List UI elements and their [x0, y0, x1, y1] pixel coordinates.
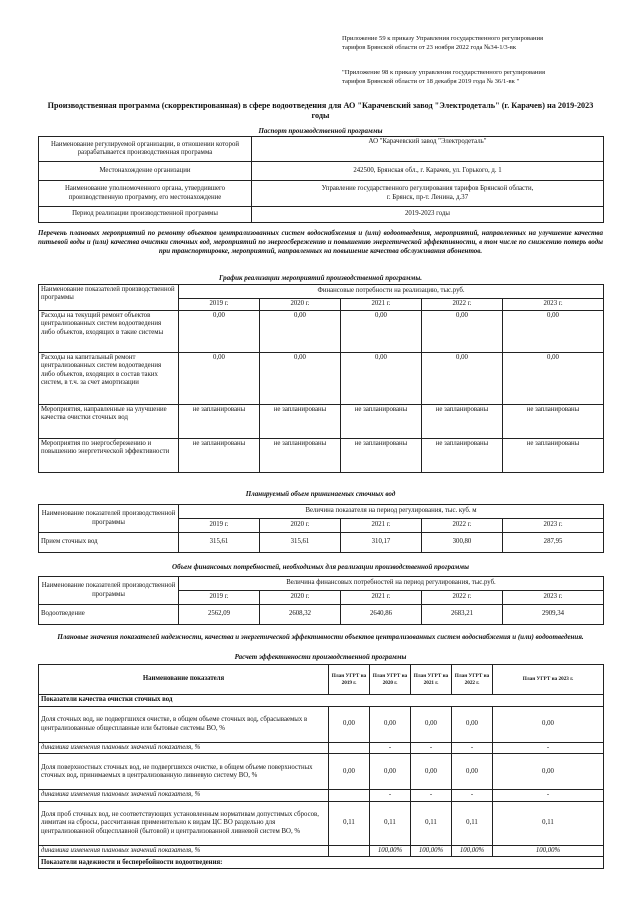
year-header: 2023 г.	[503, 591, 604, 605]
row-label: Прием сточных вод	[39, 533, 179, 553]
passport-label: Местонахождение организации	[39, 162, 252, 181]
cell-value: 310,17	[341, 533, 422, 553]
cell-value: не запланированы	[341, 439, 422, 473]
cell-value: 2909,34	[503, 605, 604, 625]
table-row	[39, 353, 604, 405]
year-header: 2020 г.	[260, 519, 341, 533]
cell-value: 0,00	[341, 311, 422, 353]
year-header: План УГРТ на 2022 г.	[452, 665, 493, 695]
cell-value: 0,00	[411, 707, 452, 743]
cell-value	[329, 845, 370, 856]
dynamics-label: динамика изменения плановых значений показателя, %	[39, 743, 329, 754]
table-row	[39, 533, 604, 553]
year-header: 2019 г.	[179, 519, 260, 533]
passport-value: 2019-2023 годы	[252, 207, 604, 223]
cell-value: 0,00	[503, 311, 604, 353]
column-header-group: Величина показателя на период регулирования, тыс. куб. м	[179, 505, 604, 519]
table-row	[39, 439, 604, 473]
table-row	[39, 162, 604, 181]
table-row	[39, 605, 604, 625]
table-row	[39, 405, 604, 439]
table-row	[39, 311, 604, 353]
cell-value: 100,00%	[493, 845, 604, 856]
cell-value: 0,00	[503, 353, 604, 405]
table-header-row	[39, 665, 604, 695]
table-row	[39, 181, 604, 207]
cell-value: не запланированы	[260, 439, 341, 473]
section-row	[39, 857, 604, 869]
cell-value: 0,11	[370, 801, 411, 845]
cell-value: 100,00%	[370, 845, 411, 856]
column-header-group: Финансовые потребности на реализацию, тыс.руб.	[179, 285, 604, 299]
cell-value: 2640,86	[341, 605, 422, 625]
year-header: 2022 г.	[422, 299, 503, 311]
cell-value: 0,00	[422, 311, 503, 353]
cell-value	[329, 743, 370, 754]
cell-value: 0,00	[260, 353, 341, 405]
row-label: Доля сточных вод, не подвергшихся очистке, в общем объеме сточных вод, сбрасываемых в централизованные общесплавные или бытовые системы ВО, %	[39, 707, 329, 743]
measures-caption: Перечень плановых мероприятий по ремонту объектов централизованных систем водоснабжения и (или) водоотведения, мероприятий, направленных на улучшение качества питьевой воды и (или) качества очистки сточных вод, мероприятий по энергосбережению и повышению энергетической эффективности, в том числе по снижению потерь воды при транспортировке, мероприятий, направленных на повышение качества обслуживания абонентов.	[38, 229, 603, 255]
cell-value: -	[370, 743, 411, 754]
cell-value: 0,11	[493, 801, 604, 845]
column-header-group: Величина финансовых потребностей на период регулирования, тыс.руб.	[179, 577, 604, 591]
year-header: План УГРТ на 2021 г.	[411, 665, 452, 695]
table-row	[39, 801, 604, 845]
cell-value: -	[452, 743, 493, 754]
column-header: Наименование показателя	[39, 665, 329, 695]
table-header-row	[39, 285, 604, 299]
year-header: 2022 г.	[422, 519, 503, 533]
cell-value: 2683,21	[422, 605, 503, 625]
passport-label: Период реализации производственной программы	[39, 207, 252, 223]
section-heading: Показатели надежности и бесперебойности водоотведения:	[39, 857, 604, 869]
year-header: 2022 г.	[422, 591, 503, 605]
cell-value: 0,00	[411, 754, 452, 790]
cell-value: 0,00	[493, 707, 604, 743]
table-row	[39, 845, 604, 856]
year-header: 2019 г.	[179, 299, 260, 311]
indicators-subcaption: Расчет эффективности производственной программы	[234, 653, 407, 661]
cell-value: -	[493, 743, 604, 754]
measures-table	[38, 284, 604, 473]
cell-value: 0,00	[260, 311, 341, 353]
row-label: Доля поверхностных сточных вод, не подвергшихся очистке, в общем объеме поверхностных сточных вод, принимаемых в централизованную ливневую систему ВО, %	[39, 754, 329, 790]
year-header: План УГРТ на 2020 г.	[370, 665, 411, 695]
cell-value: 0,00	[452, 707, 493, 743]
year-header: 2021 г.	[341, 299, 422, 311]
passport-label: Наименование уполномоченного органа, утвердившего производственную программу, его местонахождение	[39, 181, 252, 207]
indicators-table	[38, 664, 604, 869]
finance-table	[38, 576, 604, 625]
column-header: Наименование показателей производственной программы	[39, 577, 179, 605]
dynamics-label: динамика изменения плановых значений показателя, %	[39, 845, 329, 856]
cell-value: 0,00	[370, 754, 411, 790]
cell-value: 0,00	[329, 707, 370, 743]
table-row	[39, 743, 604, 754]
column-header: Наименование показателей производственной программы	[39, 285, 179, 311]
cell-value: 0,00	[179, 311, 260, 353]
cell-value: не запланированы	[422, 439, 503, 473]
cell-value: -	[452, 790, 493, 801]
table-row	[39, 754, 604, 790]
cell-value: 287,95	[503, 533, 604, 553]
table-row	[39, 790, 604, 801]
year-header: 2023 г.	[503, 519, 604, 533]
row-label: Расходы на текущий ремонт объектов централизованных систем водоотведения либо объектов, входящих в такие системы	[39, 311, 179, 353]
finance-caption: Объем финансовых потребностей, необходимых для реализации производственной программы	[172, 563, 469, 571]
cell-value: 100,00%	[411, 845, 452, 856]
year-header: План УГРТ на 2023 г.	[493, 665, 604, 695]
year-header: 2021 г.	[341, 591, 422, 605]
table-header-row	[39, 505, 604, 519]
cell-value	[329, 790, 370, 801]
cell-value: 0,00	[179, 353, 260, 405]
year-header: 2023 г.	[503, 299, 604, 311]
cell-value: не запланированы	[179, 439, 260, 473]
cell-value: 0,00	[493, 754, 604, 790]
passport-label: Наименование регулируемой организации, в отношении которой разрабатывается производственная программа	[39, 137, 252, 162]
cell-value: 0,11	[329, 801, 370, 845]
cell-value: 0,00	[329, 754, 370, 790]
volume-caption: Планируемый объем принимаемых сточных вод	[245, 490, 396, 498]
cell-value: 315,61	[260, 533, 341, 553]
column-header: Наименование показателей производственной программы	[39, 505, 179, 533]
row-label: Расходы на капитальный ремонт централизованных систем водоотведения либо объектов, входящих в состав таких систем, в т.ч. за счет амортизации	[39, 353, 179, 405]
cell-value: 315,61	[179, 533, 260, 553]
row-label: Доля проб сточных вод, не соответствующих установленным нормативам допустимых сбросов, лимитам на сбросы, рассчитанная применительно к видам ЦС ВО раздельно для централизованной общесплавной (бытовой) и централизованной ливневой систем ВО, %	[39, 801, 329, 845]
cell-value: 0,00	[370, 707, 411, 743]
passport-caption: Паспорт производственной программы	[258, 127, 383, 135]
cell-value: не запланированы	[341, 405, 422, 439]
cell-value: не запланированы	[422, 405, 503, 439]
year-header: 2019 г.	[179, 591, 260, 605]
volume-table	[38, 504, 604, 553]
cell-value: -	[493, 790, 604, 801]
appendix-note-2: "Приложение 98 к приказу управления государственного регулирования тарифов Брянской области от 18 декабря 2019 года № 36/1-вк "	[342, 69, 545, 85]
indicators-caption: Плановые значения показателей надежности, качества и энергетической эффективности объектов централизованных систем водоснабжения и (или) водоотведения.	[57, 633, 584, 641]
table-header-row	[39, 577, 604, 591]
cell-value: -	[411, 790, 452, 801]
row-label: Водоотведение	[39, 605, 179, 625]
cell-value: -	[370, 790, 411, 801]
year-header: 2020 г.	[260, 591, 341, 605]
table-row	[39, 207, 604, 223]
cell-value: не запланированы	[179, 405, 260, 439]
section-row	[39, 695, 604, 707]
row-label: Мероприятия по энергосбережению и повышению энергетической эффективности	[39, 439, 179, 473]
cell-value: 0,00	[422, 353, 503, 405]
year-header: 2021 г.	[341, 519, 422, 533]
cell-value: 100,00%	[452, 845, 493, 856]
table-row	[39, 707, 604, 743]
passport-value: АО "Карачевский завод "Электродеталь"	[252, 137, 604, 162]
measures-subcaption: График реализации мероприятий производственной программы.	[219, 274, 422, 282]
cell-value: 300,80	[422, 533, 503, 553]
cell-value: 2608,32	[260, 605, 341, 625]
cell-value: 0,00	[452, 754, 493, 790]
page-title: Производственная программа (скорректированная) в сфере водоотведения для АО "Карачевский завод "Электродеталь" (г. Карачев) на 2019-2023 годы	[47, 101, 594, 120]
year-header: План УГРТ на 2019 г.	[329, 665, 370, 695]
cell-value: -	[411, 743, 452, 754]
row-label: Мероприятия, направленные на улучшение качества очистки сточных вод	[39, 405, 179, 439]
cell-value: не запланированы	[260, 405, 341, 439]
passport-value: Управление государственного регулирования тарифов Брянской области, г. Брянск, пр-т. Ленина, д.37	[252, 181, 604, 207]
appendix-note-1: Приложение 59 к приказу Управления государственного регулирования тарифов Брянской области от 23 ноября 2022 года №34-1/3-вк	[342, 35, 544, 51]
cell-value: 0,00	[341, 353, 422, 405]
cell-value: 0,11	[452, 801, 493, 845]
cell-value: 2562,09	[179, 605, 260, 625]
passport-table	[38, 136, 604, 223]
cell-value: не запланированы	[503, 439, 604, 473]
year-header: 2020 г.	[260, 299, 341, 311]
passport-value: 242500, Брянская обл., г. Карачев, ул. Горького, д. 1	[252, 162, 604, 181]
cell-value: 0,11	[411, 801, 452, 845]
table-row	[39, 137, 604, 162]
section-heading: Показатели качества очистки сточных вод	[39, 695, 604, 707]
cell-value: не запланированы	[503, 405, 604, 439]
dynamics-label: динамика изменения плановых значений показателя, %	[39, 790, 329, 801]
